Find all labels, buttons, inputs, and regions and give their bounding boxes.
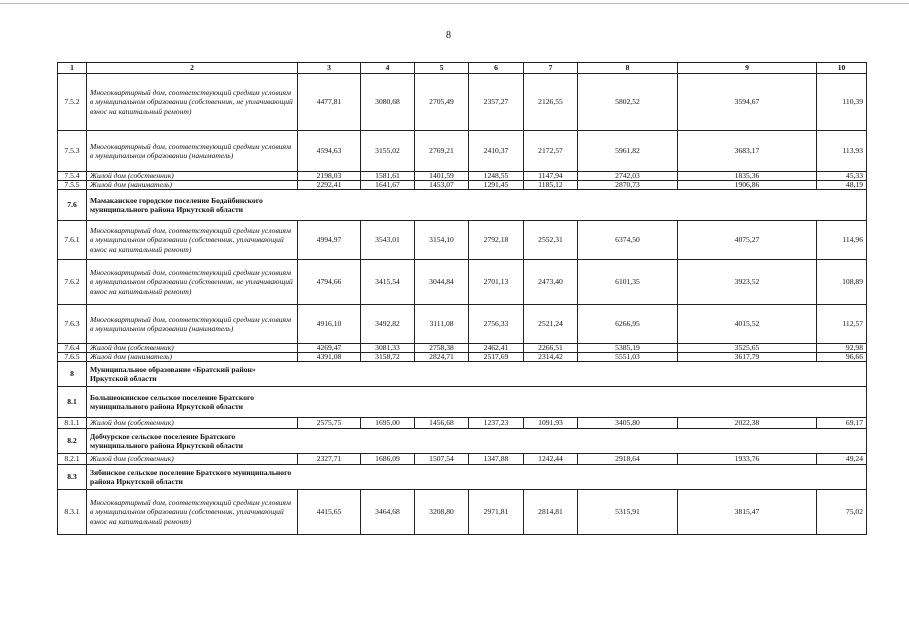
table-row: [58, 181, 867, 190]
section-name: Большеокинское сельское поселение Братского муниципального района Иркутской области: [87, 387, 298, 418]
table-row: [58, 418, 867, 429]
value-cell: 1835,36: [678, 172, 817, 181]
empty-cell: [678, 190, 817, 221]
empty-cell: [298, 362, 361, 387]
value-cell: 1242,44: [524, 454, 578, 465]
empty-cell: [361, 387, 415, 418]
column-header: 10: [817, 63, 867, 74]
value-cell: 2266,51: [524, 344, 578, 353]
value-cell: 4391,08: [298, 353, 361, 362]
value-cell: 1581,61: [361, 172, 415, 181]
empty-cell: [524, 387, 578, 418]
value-cell: 5385,19: [578, 344, 678, 353]
empty-cell: [298, 429, 361, 454]
tariff-table: [57, 62, 867, 535]
empty-cell: [415, 387, 469, 418]
value-cell: 112,57: [817, 305, 867, 344]
value-cell: 3415,54: [361, 260, 415, 305]
value-cell: 3683,17: [678, 131, 817, 172]
table-row: [58, 260, 867, 305]
empty-cell: [578, 190, 678, 221]
value-cell: 6266,95: [578, 305, 678, 344]
empty-cell: [361, 465, 415, 490]
value-cell: 2521,24: [524, 305, 578, 344]
row-name: Многоквартирный дом, соответствующий средним условиям в муниципальном образовании (собственник, уплачивающий взнос на капитальный ремонт): [87, 221, 298, 260]
column-header: 7: [524, 63, 578, 74]
value-cell: 1686,09: [361, 454, 415, 465]
value-cell: 2126,55: [524, 74, 578, 131]
row-code: 7.6.4: [58, 344, 87, 353]
value-cell: 2327,71: [298, 454, 361, 465]
value-cell: 6101,35: [578, 260, 678, 305]
value-cell: 1237,23: [469, 418, 524, 429]
table-row: [58, 131, 867, 172]
empty-cell: [817, 362, 867, 387]
value-cell: 49,24: [817, 454, 867, 465]
value-cell: 1248,55: [469, 172, 524, 181]
value-cell: 2918,64: [578, 454, 678, 465]
empty-cell: [524, 429, 578, 454]
value-cell: 96,66: [817, 353, 867, 362]
value-cell: 4916,10: [298, 305, 361, 344]
row-name: Многоквартирный дом, соответствующий средним условиям в муниципальном образовании (собственник, не уплачивающий взнос на капитальный ремонт): [87, 74, 298, 131]
value-cell: 3594,67: [678, 74, 817, 131]
value-cell: 1291,45: [469, 181, 524, 190]
row-code: 7.5.5: [58, 181, 87, 190]
value-cell: 3081,33: [361, 344, 415, 353]
value-cell: 1695,00: [361, 418, 415, 429]
table-row: [58, 344, 867, 353]
value-cell: 45,33: [817, 172, 867, 181]
value-cell: 2769,21: [415, 131, 469, 172]
value-cell: 4594,63: [298, 131, 361, 172]
value-cell: 1453,07: [415, 181, 469, 190]
value-cell: 69,17: [817, 418, 867, 429]
section-name: Зябинское сельское поселение Братского муниципального района Иркутской области: [87, 465, 298, 490]
value-cell: 3464,68: [361, 490, 415, 535]
value-cell: 92,98: [817, 344, 867, 353]
value-cell: 5315,91: [578, 490, 678, 535]
row-name: Многоквартирный дом, соответствующий средним условиям в муниципальном образовании (собственник, уплачивающий взнос на капитальный ремонт): [87, 490, 298, 535]
empty-cell: [524, 465, 578, 490]
row-code: 7.6.2: [58, 260, 87, 305]
empty-cell: [578, 387, 678, 418]
value-cell: 2758,38: [415, 344, 469, 353]
table-row: [58, 172, 867, 181]
value-cell: 48,19: [817, 181, 867, 190]
value-cell: 2517,69: [469, 353, 524, 362]
section-name: Мамаканское городское поселение Бодайбинского муниципального района Иркутской области: [87, 190, 298, 221]
empty-cell: [298, 465, 361, 490]
row-code: 7.6: [58, 190, 87, 221]
value-cell: 2314,42: [524, 353, 578, 362]
value-cell: 2792,18: [469, 221, 524, 260]
empty-cell: [415, 465, 469, 490]
value-cell: 3815,47: [678, 490, 817, 535]
row-code: 8.3.1: [58, 490, 87, 535]
empty-cell: [817, 387, 867, 418]
empty-cell: [678, 429, 817, 454]
value-cell: 108,89: [817, 260, 867, 305]
empty-cell: [361, 190, 415, 221]
empty-cell: [524, 362, 578, 387]
section-row: [58, 190, 867, 221]
value-cell: 2022,38: [678, 418, 817, 429]
value-cell: 2172,57: [524, 131, 578, 172]
top-rule: [0, 3, 909, 4]
value-cell: 5551,03: [578, 353, 678, 362]
empty-cell: [817, 190, 867, 221]
empty-cell: [524, 190, 578, 221]
row-name: Жилой дом (собственник): [87, 344, 298, 353]
value-cell: 4994,97: [298, 221, 361, 260]
empty-cell: [415, 190, 469, 221]
row-name: Многоквартирный дом, соответствующий средним условиям в муниципальном образовании (наниматель): [87, 131, 298, 172]
value-cell: 6374,50: [578, 221, 678, 260]
value-cell: 1347,88: [469, 454, 524, 465]
row-code: 8.1.1: [58, 418, 87, 429]
value-cell: 4477,81: [298, 74, 361, 131]
empty-cell: [298, 387, 361, 418]
value-cell: 2473,40: [524, 260, 578, 305]
column-header: 1: [58, 63, 87, 74]
value-cell: 75,02: [817, 490, 867, 535]
value-cell: 5802,52: [578, 74, 678, 131]
row-code: 7.5.4: [58, 172, 87, 181]
table-row: [58, 353, 867, 362]
value-cell: 4794,66: [298, 260, 361, 305]
value-cell: 2870,73: [578, 181, 678, 190]
value-cell: 2552,31: [524, 221, 578, 260]
column-header: 2: [87, 63, 298, 74]
empty-cell: [469, 387, 524, 418]
value-cell: 2410,37: [469, 131, 524, 172]
row-name: Многоквартирный дом, соответствующий средним условиям в муниципальном образовании (наниматель): [87, 305, 298, 344]
column-header: 8: [578, 63, 678, 74]
value-cell: 113,93: [817, 131, 867, 172]
value-cell: 1091,93: [524, 418, 578, 429]
page-number: 8: [446, 30, 451, 41]
value-cell: 2462,41: [469, 344, 524, 353]
empty-cell: [298, 190, 361, 221]
value-cell: 1456,68: [415, 418, 469, 429]
section-row: [58, 465, 867, 490]
empty-cell: [469, 465, 524, 490]
value-cell: 3492,82: [361, 305, 415, 344]
row-code: 8: [58, 362, 87, 387]
value-cell: 1906,86: [678, 181, 817, 190]
value-cell: 3405,80: [578, 418, 678, 429]
value-cell: 3923,52: [678, 260, 817, 305]
empty-cell: [817, 465, 867, 490]
section-row: [58, 429, 867, 454]
value-cell: 2357,27: [469, 74, 524, 131]
section-row: [58, 387, 867, 418]
empty-cell: [469, 429, 524, 454]
column-header: 6: [469, 63, 524, 74]
empty-cell: [678, 465, 817, 490]
value-cell: 2292,41: [298, 181, 361, 190]
row-code: 8.2: [58, 429, 87, 454]
table-row: [58, 221, 867, 260]
value-cell: 2742,03: [578, 172, 678, 181]
row-code: 8.1: [58, 387, 87, 418]
empty-cell: [678, 362, 817, 387]
value-cell: 3208,80: [415, 490, 469, 535]
column-header: 5: [415, 63, 469, 74]
empty-cell: [578, 465, 678, 490]
value-cell: 110,39: [817, 74, 867, 131]
header-row: [58, 63, 867, 74]
empty-cell: [817, 429, 867, 454]
value-cell: 2971,81: [469, 490, 524, 535]
table-row: [58, 74, 867, 131]
column-header: 9: [678, 63, 817, 74]
value-cell: 1641,67: [361, 181, 415, 190]
empty-cell: [469, 362, 524, 387]
row-code: 7.5.2: [58, 74, 87, 131]
section-row: [58, 362, 867, 387]
value-cell: 2701,13: [469, 260, 524, 305]
empty-cell: [415, 429, 469, 454]
value-cell: 3154,10: [415, 221, 469, 260]
value-cell: 1147,94: [524, 172, 578, 181]
row-code: 7.6.3: [58, 305, 87, 344]
value-cell: 1933,76: [678, 454, 817, 465]
row-code: 7.6.5: [58, 353, 87, 362]
value-cell: 114,96: [817, 221, 867, 260]
section-name: Муниципальное образование «Братский район» Иркутской области: [87, 362, 298, 387]
value-cell: 2824,71: [415, 353, 469, 362]
value-cell: 4015,52: [678, 305, 817, 344]
value-cell: 3617,79: [678, 353, 817, 362]
value-cell: 3111,08: [415, 305, 469, 344]
value-cell: 2756,33: [469, 305, 524, 344]
value-cell: 2705,49: [415, 74, 469, 131]
value-cell: 2198,03: [298, 172, 361, 181]
section-name: Добчурское сельское поселение Братского муниципального района Иркутской области: [87, 429, 298, 454]
value-cell: 5961,82: [578, 131, 678, 172]
value-cell: 3155,02: [361, 131, 415, 172]
row-name: Жилой дом (собственник): [87, 454, 298, 465]
value-cell: 4075,27: [678, 221, 817, 260]
row-name: Жилой дом (собственник): [87, 418, 298, 429]
row-code: 8.2.1: [58, 454, 87, 465]
row-code: 8.3: [58, 465, 87, 490]
value-cell: 3543,01: [361, 221, 415, 260]
value-cell: 1507,54: [415, 454, 469, 465]
value-cell: 2575,75: [298, 418, 361, 429]
value-cell: 3044,84: [415, 260, 469, 305]
row-code: 7.5.3: [58, 131, 87, 172]
empty-cell: [361, 362, 415, 387]
column-header: 4: [361, 63, 415, 74]
table-row: [58, 490, 867, 535]
row-name: Многоквартирный дом, соответствующий средним условиям в муниципальном образовании (собственник, не уплачивающий взнос на капитальный ремонт): [87, 260, 298, 305]
value-cell: 1401,59: [415, 172, 469, 181]
value-cell: 4269,47: [298, 344, 361, 353]
value-cell: 3158,72: [361, 353, 415, 362]
value-cell: 1185,12: [524, 181, 578, 190]
row-name: Жилой дом (наниматель): [87, 181, 298, 190]
row-code: 7.6.1: [58, 221, 87, 260]
empty-cell: [678, 387, 817, 418]
table-row: [58, 305, 867, 344]
value-cell: 3525,65: [678, 344, 817, 353]
row-name: Жилой дом (собственник): [87, 172, 298, 181]
empty-cell: [361, 429, 415, 454]
value-cell: 2814,81: [524, 490, 578, 535]
table-row: [58, 454, 867, 465]
empty-cell: [469, 190, 524, 221]
empty-cell: [415, 362, 469, 387]
row-name: Жилой дом (наниматель): [87, 353, 298, 362]
empty-cell: [578, 362, 678, 387]
value-cell: 4415,65: [298, 490, 361, 535]
empty-cell: [578, 429, 678, 454]
column-header: 3: [298, 63, 361, 74]
value-cell: 3080,68: [361, 74, 415, 131]
